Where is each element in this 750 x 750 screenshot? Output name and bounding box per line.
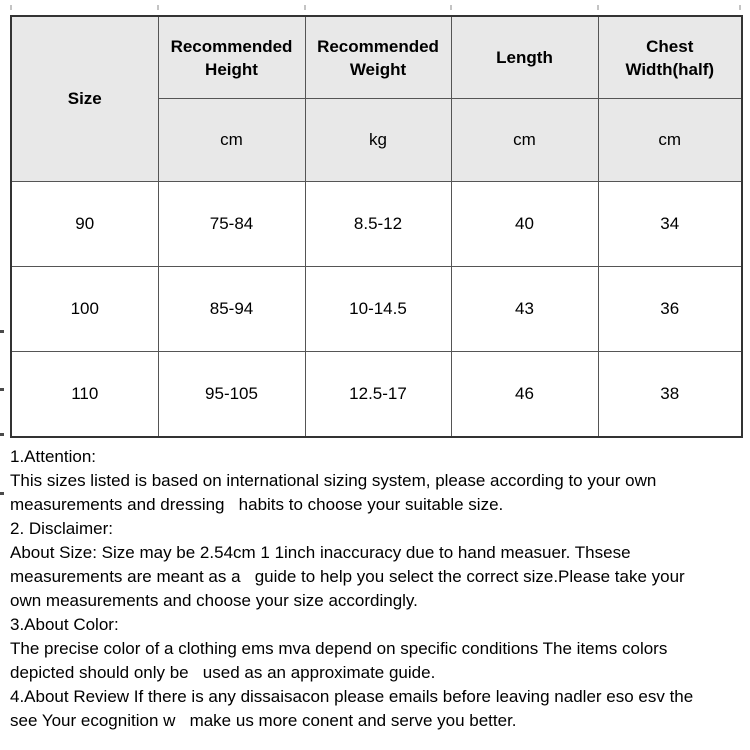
height-cell: 85-94 xyxy=(158,267,305,352)
size-chart-table xyxy=(10,15,743,438)
note-line: measurements and dressing habits to choose your suitable size. xyxy=(10,495,504,514)
col-header-recommended-weight: Recommended Weight xyxy=(305,16,451,99)
chest-width-cell: 34 xyxy=(598,182,742,267)
note-line: About Size: Size may be 2.54cm 1 1inch inaccuracy due to hand measuer. Thsese xyxy=(10,543,631,562)
header-row xyxy=(11,16,742,99)
note-about-color-heading: 3.About Color: xyxy=(10,615,119,634)
note-line: The precise color of a clothing ems mva depend on specific conditions The items colors xyxy=(10,639,668,658)
artifact-dash xyxy=(0,388,4,391)
chest-width-cell: 38 xyxy=(598,352,742,438)
artifact-dash xyxy=(0,492,4,495)
artifact-tick xyxy=(597,5,599,10)
unit-weight: kg xyxy=(305,99,451,182)
note-about-review-line: 4.About Review If there is any dissaisacon please emails before leaving nadler eso esv the xyxy=(10,687,694,706)
artifact-tick xyxy=(10,5,12,10)
weight-cell: 12.5-17 xyxy=(305,352,451,438)
unit-chest-width: cm xyxy=(598,99,742,182)
note-line: This sizes listed is based on international sizing system, please according to your own xyxy=(10,471,657,490)
table-row xyxy=(11,352,742,438)
length-cell: 46 xyxy=(451,352,598,438)
artifact-dash xyxy=(0,330,4,333)
note-line: own measurements and choose your size accordingly. xyxy=(10,591,418,610)
col-header-size: Size xyxy=(11,16,158,182)
length-cell: 43 xyxy=(451,267,598,352)
col-header-chest-width: Chest Width(half) xyxy=(598,16,742,99)
weight-cell: 10-14.5 xyxy=(305,267,451,352)
height-cell: 95-105 xyxy=(158,352,305,438)
artifact-tick xyxy=(304,5,306,10)
artifact-tick xyxy=(450,5,452,10)
notes-section xyxy=(10,445,745,733)
note-line: measurements are meant as a guide to help you select the correct size.Please take your xyxy=(10,567,685,586)
weight-cell: 8.5-12 xyxy=(305,182,451,267)
artifact-tick xyxy=(157,5,159,10)
artifact-tick xyxy=(739,5,741,10)
col-header-length: Length xyxy=(451,16,598,99)
col-header-recommended-height: Recommended Height xyxy=(158,16,305,99)
unit-length: cm xyxy=(451,99,598,182)
size-cell: 90 xyxy=(11,182,158,267)
note-line: depicted should only be used as an approximate guide. xyxy=(10,663,436,682)
size-cell: 110 xyxy=(11,352,158,438)
table-row xyxy=(11,182,742,267)
unit-height: cm xyxy=(158,99,305,182)
chest-width-cell: 36 xyxy=(598,267,742,352)
size-cell: 100 xyxy=(11,267,158,352)
length-cell: 40 xyxy=(451,182,598,267)
note-disclaimer-heading: 2. Disclaimer: xyxy=(10,519,113,538)
height-cell: 75-84 xyxy=(158,182,305,267)
artifact-dash xyxy=(0,433,4,436)
note-attention-heading: 1.Attention: xyxy=(10,447,97,466)
table-row xyxy=(11,267,742,352)
note-line: see Your ecognition w make us more conent and serve you better. xyxy=(10,711,517,730)
